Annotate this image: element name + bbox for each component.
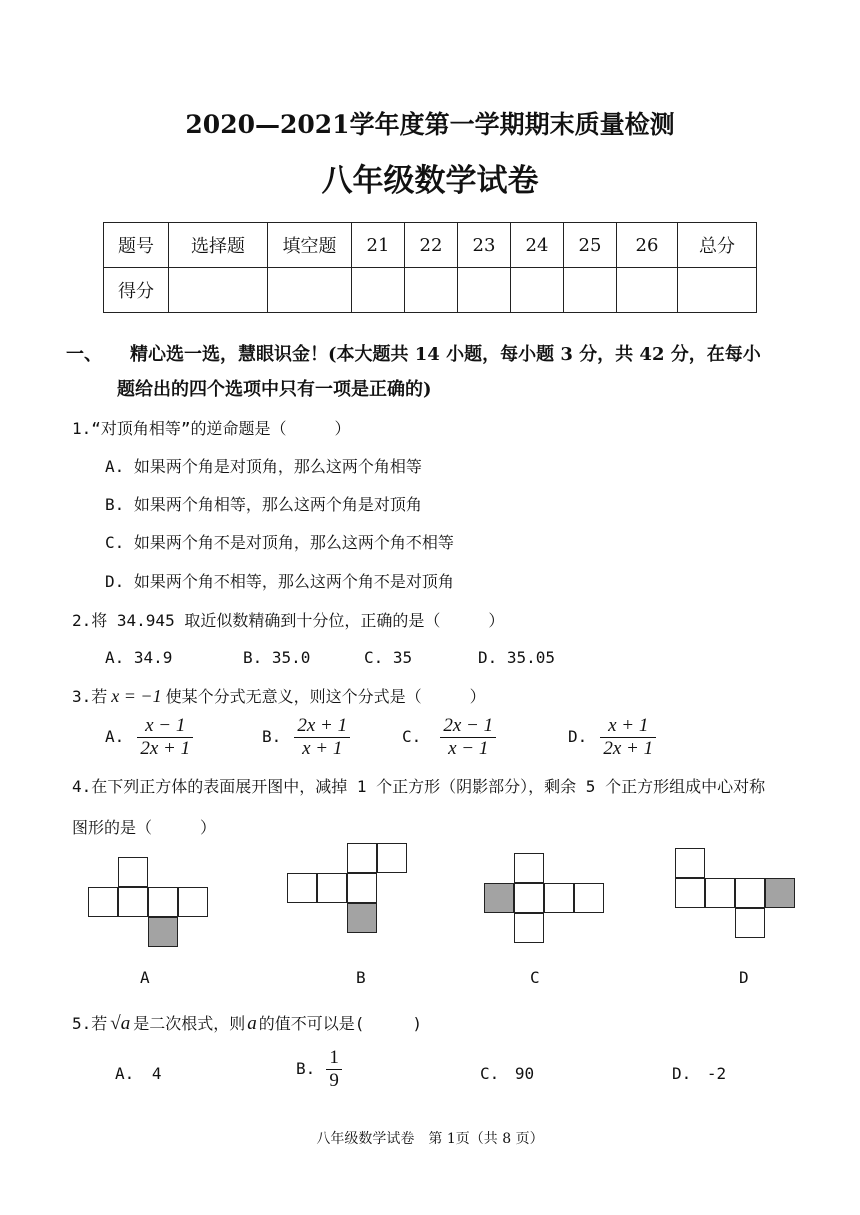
net-square bbox=[178, 887, 208, 917]
net-square bbox=[705, 878, 735, 908]
score-table-cell: 选择题 bbox=[169, 223, 268, 268]
question-2-option-d[interactable]: D. 35.05 bbox=[478, 648, 556, 667]
question-5-option-d[interactable] bbox=[672, 1064, 726, 1083]
option-text: 4 bbox=[151, 1064, 162, 1083]
option-letter: B. bbox=[296, 1059, 316, 1078]
exam-subtitle: 八年级数学试卷 bbox=[321, 163, 539, 199]
fraction-numerator: 1 bbox=[326, 1047, 342, 1070]
fraction-denominator: 2x + 1 bbox=[140, 738, 191, 759]
option-letter: A. bbox=[115, 1064, 135, 1083]
question-3-option-a[interactable] bbox=[105, 715, 193, 760]
net-square bbox=[118, 887, 148, 917]
exam-title: 2020—2021学年度第一学期期末质量检测 bbox=[185, 110, 675, 139]
question-3-option-b[interactable] bbox=[262, 715, 350, 760]
net-square bbox=[377, 843, 407, 873]
section-heading-line2: 题给出的四个选项中只有一项是正确的) bbox=[117, 379, 432, 400]
score-input-cell[interactable] bbox=[169, 268, 268, 313]
question-2-stem: 2.将 34.945 取近似数精确到十分位，正确的是（ ） bbox=[72, 611, 505, 630]
question-5-stem bbox=[72, 1011, 422, 1035]
net-square bbox=[514, 883, 544, 913]
net-square bbox=[735, 908, 765, 938]
option-text: -2 bbox=[706, 1064, 727, 1083]
question-5-option-a[interactable] bbox=[115, 1064, 162, 1083]
fraction-denominator: 2x + 1 bbox=[603, 738, 654, 759]
question-5-variable: a bbox=[247, 1013, 257, 1034]
net-square bbox=[118, 857, 148, 887]
section-number: 一、 bbox=[66, 344, 102, 365]
net-square-shaded bbox=[765, 878, 795, 908]
question-2-option-b[interactable]: B. 35.0 bbox=[243, 648, 311, 667]
net-square-shaded bbox=[484, 883, 514, 913]
question-2-option-c[interactable]: C. 35 bbox=[364, 648, 413, 667]
net-square-shaded bbox=[347, 903, 377, 933]
net-label-b: B bbox=[356, 968, 366, 987]
question-1-option-b[interactable]: B. 如果两个角相等，那么这两个角是对顶角 bbox=[105, 495, 422, 514]
score-input-cell[interactable] bbox=[405, 268, 458, 313]
net-square bbox=[148, 887, 178, 917]
option-letter: D. bbox=[672, 1064, 692, 1083]
question-5-stem-pre: 5.若 bbox=[72, 1014, 108, 1033]
fraction bbox=[440, 715, 496, 760]
fraction-denominator: x − 1 bbox=[448, 738, 489, 759]
question-5-option-b[interactable] bbox=[296, 1047, 342, 1092]
score-table-cell: 题号 bbox=[104, 223, 169, 268]
fraction-numerator: x + 1 bbox=[600, 715, 656, 738]
score-table-score-row bbox=[104, 268, 757, 313]
question-5-option-c[interactable] bbox=[480, 1064, 534, 1083]
net-square bbox=[88, 887, 118, 917]
question-5-stem-mid: 是二次根式，则 bbox=[133, 1014, 246, 1033]
score-table-cell: 总分 bbox=[678, 223, 757, 268]
score-input-cell[interactable] bbox=[352, 268, 405, 313]
score-table-cell: 22 bbox=[405, 223, 458, 268]
question-3-stem-pre: 3.若 bbox=[72, 687, 108, 706]
question-1-option-c[interactable]: C. 如果两个角不是对顶角，那么这两个角不相等 bbox=[105, 533, 454, 552]
net-square bbox=[735, 878, 765, 908]
section-heading-line1: 精心选一选，慧眼识金！(本大题共 14 小题，每小题 3 分，共 42 分，在每小 bbox=[130, 344, 761, 365]
page-footer: 八年级数学试卷 第 1页（共 8 页） bbox=[316, 1131, 544, 1147]
option-letter: C. bbox=[402, 727, 422, 746]
fraction-numerator: 2x + 1 bbox=[294, 715, 350, 738]
score-input-cell[interactable] bbox=[511, 268, 564, 313]
score-table-cell: 25 bbox=[564, 223, 617, 268]
score-table-cell: 23 bbox=[458, 223, 511, 268]
score-table bbox=[103, 222, 757, 313]
question-1-stem: 1.“对顶角相等”的逆命题是（ ） bbox=[72, 419, 351, 438]
net-square bbox=[675, 878, 705, 908]
fraction-denominator: 9 bbox=[329, 1070, 339, 1091]
option-letter: B. bbox=[262, 727, 282, 746]
question-1-option-a[interactable]: A. 如果两个角是对顶角，那么这两个角相等 bbox=[105, 457, 422, 476]
net-square bbox=[514, 853, 544, 883]
score-input-cell[interactable] bbox=[617, 268, 678, 313]
option-text: 90 bbox=[514, 1064, 535, 1083]
score-table-cell: 24 bbox=[511, 223, 564, 268]
score-table-cell: 26 bbox=[617, 223, 678, 268]
score-input-cell[interactable] bbox=[564, 268, 617, 313]
score-table-cell: 得分 bbox=[104, 268, 169, 313]
question-5-stem-post: 的值不可以是( ) bbox=[258, 1014, 423, 1033]
net-label-c: C bbox=[530, 968, 540, 987]
net-square bbox=[514, 913, 544, 943]
question-4-stem-line2: 图形的是（ ） bbox=[72, 818, 217, 837]
net-square bbox=[347, 843, 377, 873]
fraction-numerator: x − 1 bbox=[137, 715, 193, 738]
net-square bbox=[287, 873, 317, 903]
option-letter: D. bbox=[568, 727, 588, 746]
sqrt-expression: √a bbox=[110, 1013, 131, 1034]
option-letter: A. bbox=[105, 727, 125, 746]
question-3-stem bbox=[72, 684, 486, 707]
score-input-cell[interactable] bbox=[268, 268, 352, 313]
net-square bbox=[347, 873, 377, 903]
fraction bbox=[294, 715, 350, 760]
question-3-stem-post: 使某个分式无意义，则这个分式是（ ） bbox=[165, 687, 486, 706]
score-table-cell: 填空题 bbox=[268, 223, 352, 268]
net-square-shaded bbox=[148, 917, 178, 947]
net-square bbox=[544, 883, 574, 913]
question-3-option-d[interactable] bbox=[568, 715, 656, 760]
net-label-a: A bbox=[140, 968, 150, 987]
fraction bbox=[326, 1047, 342, 1092]
score-input-cell[interactable] bbox=[678, 268, 757, 313]
question-3-option-c[interactable] bbox=[402, 715, 496, 760]
fraction-numerator: 2x − 1 bbox=[440, 715, 496, 738]
net-label-d: D bbox=[739, 968, 749, 987]
fraction-denominator: x + 1 bbox=[302, 738, 343, 759]
net-square bbox=[574, 883, 604, 913]
fraction bbox=[137, 715, 193, 760]
question-1-option-d[interactable]: D. 如果两个角不相等，那么这两个角不是对顶角 bbox=[105, 572, 454, 591]
question-2-option-a[interactable]: A. 34.9 bbox=[105, 648, 173, 667]
score-table-header-row bbox=[104, 223, 757, 268]
question-4-stem-line1: 4.在下列正方体的表面展开图中，减掉 1 个正方形（阴影部分），剩余 5 个正方形组成中心对称 bbox=[72, 777, 766, 796]
fraction bbox=[600, 715, 656, 760]
score-table-cell: 21 bbox=[352, 223, 405, 268]
score-input-cell[interactable] bbox=[458, 268, 511, 313]
net-square bbox=[675, 848, 705, 878]
option-letter: C. bbox=[480, 1064, 500, 1083]
net-square bbox=[317, 873, 347, 903]
question-3-math: x = −1 bbox=[111, 686, 162, 706]
